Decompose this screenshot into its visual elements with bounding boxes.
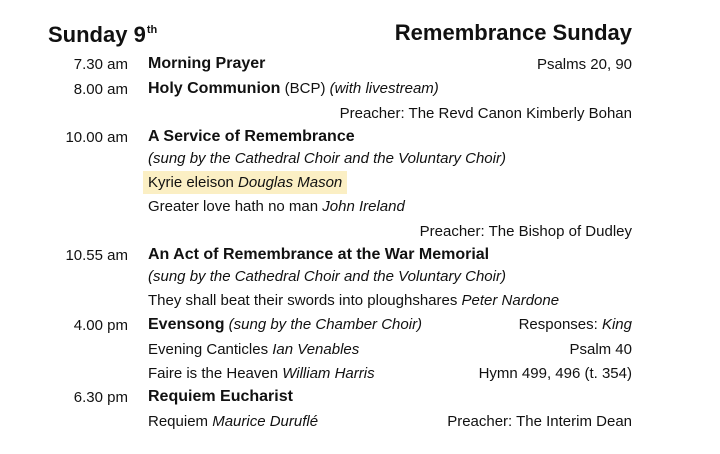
- music-composer: Douglas Mason: [238, 174, 343, 191]
- music-line: [148, 292, 559, 309]
- music-work: Evening Canticles: [148, 341, 273, 358]
- music-composer: William Harris: [282, 365, 375, 382]
- music-work: Kyrie eleison: [148, 174, 239, 191]
- service-time: 6.30 pm: [73, 389, 128, 406]
- service-time: 7.30 am: [73, 56, 128, 73]
- music-work: Greater love hath no man: [148, 198, 323, 215]
- service-subtitle: (sung by the Cathedral Choir and the Voluntary Choir): [148, 150, 506, 167]
- service-title: An Act of Remembrance at the War Memorial: [148, 246, 490, 263]
- day-heading: [48, 22, 157, 48]
- occasion-heading: Remembrance Sunday: [394, 20, 632, 45]
- music-work: Requiem: [148, 413, 213, 430]
- preacher-text: Preacher: The Revd Canon Kimberly Bohan: [339, 105, 632, 122]
- psalm-text: Psalm 40: [569, 341, 632, 358]
- service-line: [148, 80, 439, 98]
- service-title: Evensong: [148, 316, 225, 333]
- service-time: 10.55 am: [65, 247, 128, 264]
- service-subtitle: (sung by the Cathedral Choir and the Voluntary Choir): [148, 268, 506, 285]
- hymns-text: Hymn 499, 496 (t. 354): [478, 365, 632, 382]
- music-line: [148, 341, 359, 358]
- music-work: They shall beat their swords into ploughshares: [148, 292, 462, 309]
- day-label: Sunday 9: [48, 22, 146, 47]
- service-line: [148, 316, 422, 334]
- preacher-text: Preacher: The Interim Dean: [447, 413, 632, 430]
- music-line: [148, 365, 375, 382]
- psalms-text: Psalms 20, 90: [536, 56, 632, 73]
- music-composer: John Ireland: [322, 198, 405, 215]
- music-composer: Maurice Duruflé: [212, 413, 319, 430]
- service-time: 4.00 pm: [73, 317, 128, 334]
- service-title: Holy Communion: [148, 80, 281, 97]
- service-title: Morning Prayer: [148, 55, 266, 72]
- service-note: (with livestream): [329, 80, 439, 97]
- service-title: A Service of Remembrance: [148, 128, 355, 145]
- music-line: [148, 413, 318, 430]
- music-composer: Peter Nardone: [461, 292, 560, 309]
- service-time: 8.00 am: [73, 81, 128, 98]
- responses-composer: King: [601, 316, 632, 333]
- responses-label: Responses:: [518, 316, 602, 333]
- service-note: (sung by the Chamber Choir): [224, 316, 423, 333]
- preacher-text: Preacher: The Bishop of Dudley: [419, 223, 632, 240]
- service-time: 10.00 am: [65, 129, 128, 146]
- highlighted-music: [143, 171, 347, 194]
- music-line: [148, 198, 405, 215]
- day-suffix: th: [146, 24, 158, 36]
- service-title: Requiem Eucharist: [148, 388, 293, 405]
- responses-text: [519, 316, 632, 333]
- service-title-suffix: (BCP): [280, 80, 330, 97]
- music-line: [148, 174, 347, 191]
- music-work: Faire is the Heaven: [148, 365, 283, 382]
- music-composer: Ian Venables: [272, 341, 360, 358]
